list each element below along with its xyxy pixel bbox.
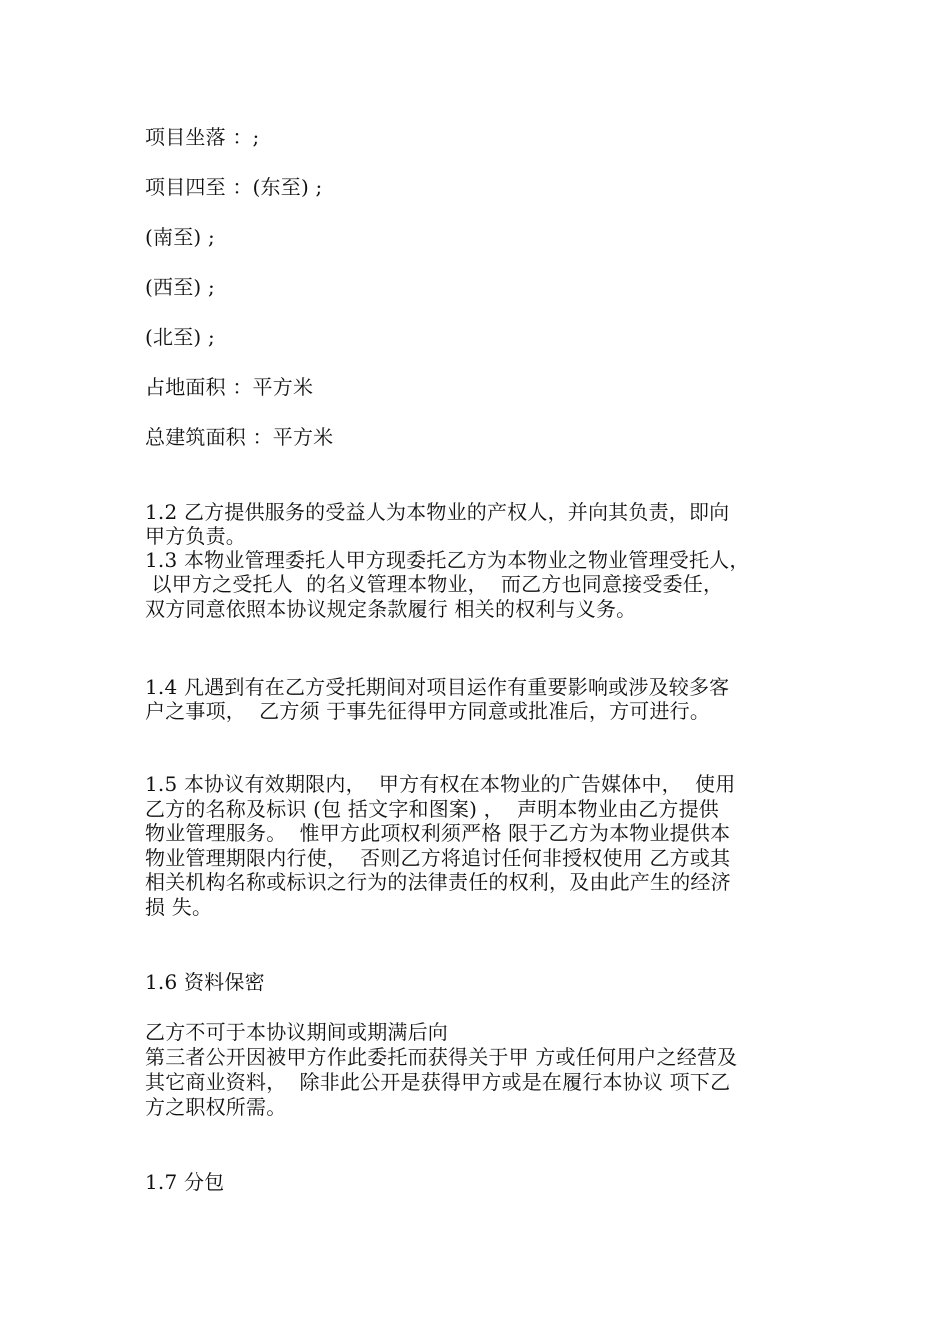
clause-1-4-line-2: 户之事项， 乙方须 于事先征得甲方同意或批准后，方可进行。 — [145, 699, 711, 723]
clause-1-5-line-2: 乙方的名称及标识 (包 括文字和图案) ， 声明本物业由乙方提供 — [145, 797, 719, 821]
clause-1-6-line-4: 方之职权所需。 — [145, 1095, 287, 1119]
project-location: 项目坐落 ：; — [145, 125, 260, 149]
clause-1-2-line-2: 甲方负责。 — [145, 524, 246, 548]
clause-1-5-line-4: 物业管理期限内行使， 否则乙方将追讨任何非授权使用 乙方或其 — [145, 846, 731, 870]
clause-1-7-title: 1.7 分包 — [145, 1170, 225, 1194]
building-area: 总建筑面积 ：平方米 — [145, 425, 334, 449]
project-boundary-east: 项目四至 ：(东至) ; — [145, 175, 323, 199]
clause-1-6-line-3: 其它商业资料， 除非此公开是获得甲方或是在履行本协议 项下乙 — [145, 1070, 731, 1094]
clause-1-5-line-5: 相关机构名称或标识之行为的法律责任的权利，及由此产生的经济 — [145, 870, 731, 894]
clause-1-6-title: 1.6 资料保密 — [145, 970, 265, 994]
clause-1-3-line-2: 以甲方之受托人 的名义管理本物业， 而乙方也同意接受委任， — [145, 572, 724, 596]
clause-1-5-line-3: 物业管理服务。 惟甲方此项权利须严格 限于乙方为本物业提供本 — [145, 821, 731, 845]
clause-1-5-line-1: 1.5 本协议有效期限内， 甲方有权在本物业的广告媒体中， 使用 — [145, 772, 736, 796]
project-boundary-west: (西至) ; — [145, 275, 215, 299]
project-boundary-south: (南至) ; — [145, 225, 215, 249]
clause-1-2-line-1: 1.2 乙方提供服务的受益人为本物业的产权人，并向其负责，即向 — [145, 500, 730, 524]
clause-1-3-line-1: 1.3 本物业管理委托人甲方现委托乙方为本物业之物业管理受托人， — [145, 548, 750, 572]
land-area: 占地面积 ：平方米 — [145, 375, 314, 399]
clause-1-6-line-2: 第三者公开因被甲方作此委托而获得关于甲 方或任何用户之经营及 — [145, 1045, 738, 1069]
clause-1-6-line-1: 乙方不可于本协议期间或期满后向 — [145, 1020, 448, 1044]
clause-1-5-line-6: 损 失。 — [145, 895, 213, 919]
clause-1-3-line-3: 双方同意依照本协议规定条款履行 相关的权利与义务。 — [145, 597, 637, 621]
project-boundary-north: (北至) ; — [145, 325, 215, 349]
clause-1-4-line-1: 1.4 凡遇到有在乙方受托期间对项目运作有重要影响或涉及较多客 — [145, 675, 730, 699]
